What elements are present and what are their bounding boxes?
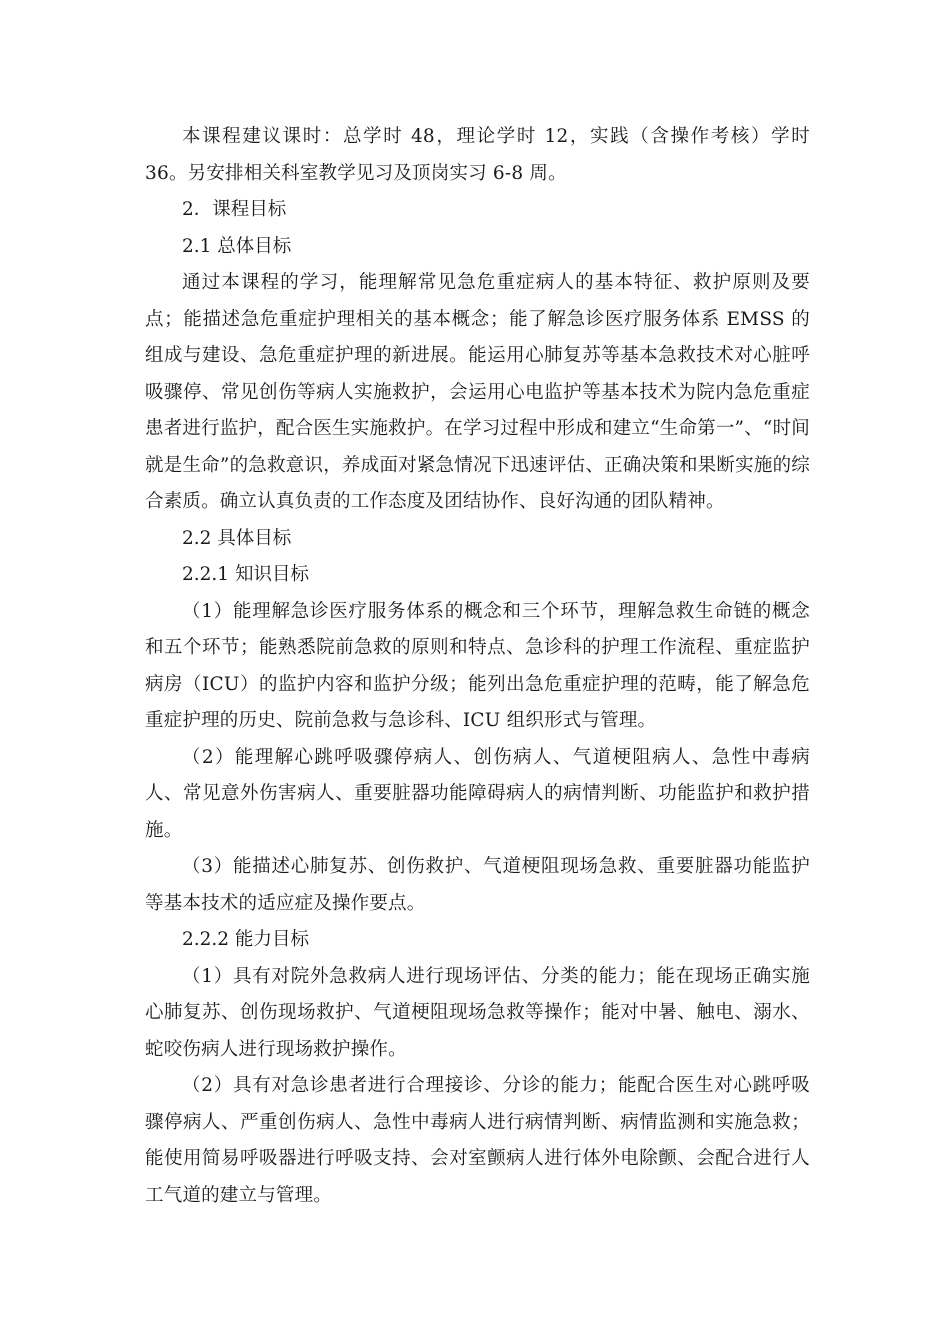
heading-knowledge-objectives: 2.2.1 知识目标 [182, 564, 309, 585]
paragraph-ability-2: （2）具有对急诊患者进行合理接诊、分诊的能力；能配合医生对心跳呼吸骤停病人、严重创伤病人、急性中毒病人进行病情判断、病情监测和实施急救；能使用简易呼吸器进行呼吸支持、会对室颤病人进行体外电除颤、会配合进行人工气道的建立与管理。 [145, 1075, 810, 1206]
paragraph-course-hours: 本课程建议课时：总学时 48，理论学时 12，实践（含操作考核）学时 36。另安排相关科室教学见习及顶岗实习 6-8 周。 [145, 126, 810, 184]
paragraph-overall-objectives: 通过本课程的学习，能理解常见急危重症病人的基本特征、救护原则及要点；能描述急危重症护理相关的基本概念；能了解急诊医疗服务体系 EMSS 的组成与建设、急危重症护理的新进展。能运用心肺复苏等基本急救技术对心脏呼吸骤停、常见创伤等病人实施救护，会运用心电监护等基本技术为院内急危重症患者进行监护，配合医生实施救护。在学习过程中形成和建立“生命第一”、“时间就是生命”的急救意识，养成面对紧急情况下迅速评估、正确决策和果断实施的综合素质。确立认真负责的工作态度及团结协作、良好沟通的团队精神。 [145, 272, 810, 512]
document-page [145, 119, 810, 1214]
paragraph-knowledge-2: （2）能理解心跳呼吸骤停病人、创伤病人、气道梗阻病人、急性中毒病人、常见意外伤害病人、重要脏器功能障碍病人的病情判断、功能监护和救护措施。 [145, 746, 810, 841]
heading-ability-objectives: 2.2.2 能力目标 [182, 929, 309, 950]
heading-specific-objectives: 2.2 具体目标 [182, 527, 292, 549]
heading-course-objectives: 2．课程目标 [182, 199, 287, 220]
heading-overall-objectives: 2.1 总体目标 [182, 235, 292, 257]
paragraph-knowledge-1: （1）能理解急诊医疗服务体系的概念和三个环节，理解急救生命链的概念和五个环节；能熟悉院前急救的原则和特点、急诊科的护理工作流程、重症监护病房（ICU）的监护内容和监护分级；能列出急危重症护理的范畴，能了解急危重症护理的历史、院前急救与急诊科、ICU 组织形式与管理。 [145, 600, 810, 731]
paragraph-ability-1: （1）具有对院外急救病人进行现场评估、分类的能力；能在现场正确实施心肺复苏、创伤现场救护、气道梗阻现场急救等操作；能对中暑、触电、溺水、蛇咬伤病人进行现场救护操作。 [145, 965, 810, 1060]
paragraph-knowledge-3: （3）能描述心肺复苏、创伤救护、气道梗阻现场急救、重要脏器功能监护等基本技术的适应症及操作要点。 [145, 856, 810, 914]
